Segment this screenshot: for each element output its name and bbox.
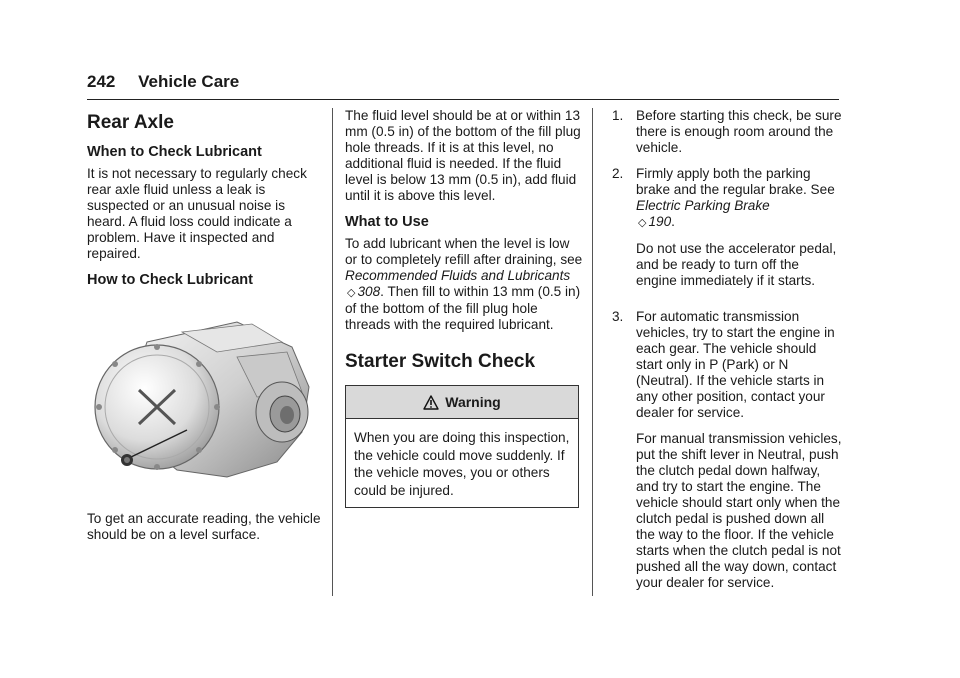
warning-icon [423, 395, 439, 410]
when-to-check-heading: When to Check Lubricant [87, 144, 262, 160]
section-title: Vehicle Care [138, 72, 240, 91]
when-to-check-text: It is not necessary to regularly check rear axle fluid unless a leak is suspected or an unusual noise is heard. A fluid loss could indicate a problem. Have it inspected and repaired. [87, 166, 307, 261]
fluids-reference-link[interactable]: Recommended Fluids and Lubricants [345, 268, 571, 283]
how-to-check-heading: How to Check Lubricant [87, 272, 253, 288]
page-ref-icon: ◇ [638, 217, 647, 229]
page-ref-icon: ◇ [347, 287, 356, 299]
rear-axle-illustration [87, 302, 323, 494]
parking-brake-page-ref[interactable]: 190 [648, 214, 672, 229]
fluids-page-ref[interactable]: 308 [357, 284, 381, 299]
starter-check-steps [612, 108, 842, 601]
warning-text: When you are doing this inspection, the vehicle could move suddenly. If the vehicle moves, you or others could be injured. [354, 430, 570, 498]
column-2 [345, 108, 583, 508]
reading-text: To get an accurate reading, the vehicle should be on a level surface. [87, 511, 321, 542]
fluid-level-text: The fluid level should be at or within 13 mm (0.5 in) of the bottom of the fill plug hole threads. If it is at this level, no additional fluid is needed. If the fluid level is below 13 mm (0.5 in), add fluid until it is above this level. [345, 108, 581, 203]
warning-header [346, 386, 578, 419]
what-to-use-heading: What to Use [345, 214, 429, 230]
column-3 [612, 108, 842, 611]
parking-brake-reference-link[interactable]: Electric Parking Brake [636, 198, 770, 213]
what-to-use-text: To add lubricant when the level is low or to completely refill after draining, see Recommended Fluids and Lubricants ◇ 308. Then fill to within 13 mm (0.5 in) of the bottom of the fill plug hole threads with the required lubricant. [345, 236, 583, 332]
page-header [87, 72, 239, 92]
column-1 [87, 108, 323, 553]
starter-switch-title: Starter Switch Check [345, 351, 536, 372]
page-number: 242 [87, 72, 116, 91]
list-item: 1. Before starting this check, be sure there is enough room around the vehicle. [612, 108, 842, 155]
rear-axle-title: Rear Axle [87, 112, 174, 133]
column-divider-2 [592, 108, 593, 596]
warning-label: Warning [445, 394, 501, 410]
list-item: 3. For automatic transmission vehicles, try to start the engine in each gear. The vehicle should start only in P (Park) or N (Neutral). If the vehicle starts in any other position, contact your dealer for service. For manual transmission vehicles, put the shift lever in Neutral, push the clutch pedal down halfway, and try to start the engine. The vehicle should start only when the clutch pedal is pushed down all the way to the floor. If the vehicle starts when the clutch pedal is not pushed all the way down, contact your dealer for service. [612, 309, 842, 590]
list-item: 2. Firmly apply both the parking brake and the regular brake. See Electric Parking Brake ◇ 190. Do not use the accelerator pedal, and be ready to turn off the engine immediately if it starts. [612, 166, 837, 288]
header-divider [87, 99, 839, 100]
warning-box [345, 385, 579, 508]
column-divider-1 [332, 108, 333, 596]
